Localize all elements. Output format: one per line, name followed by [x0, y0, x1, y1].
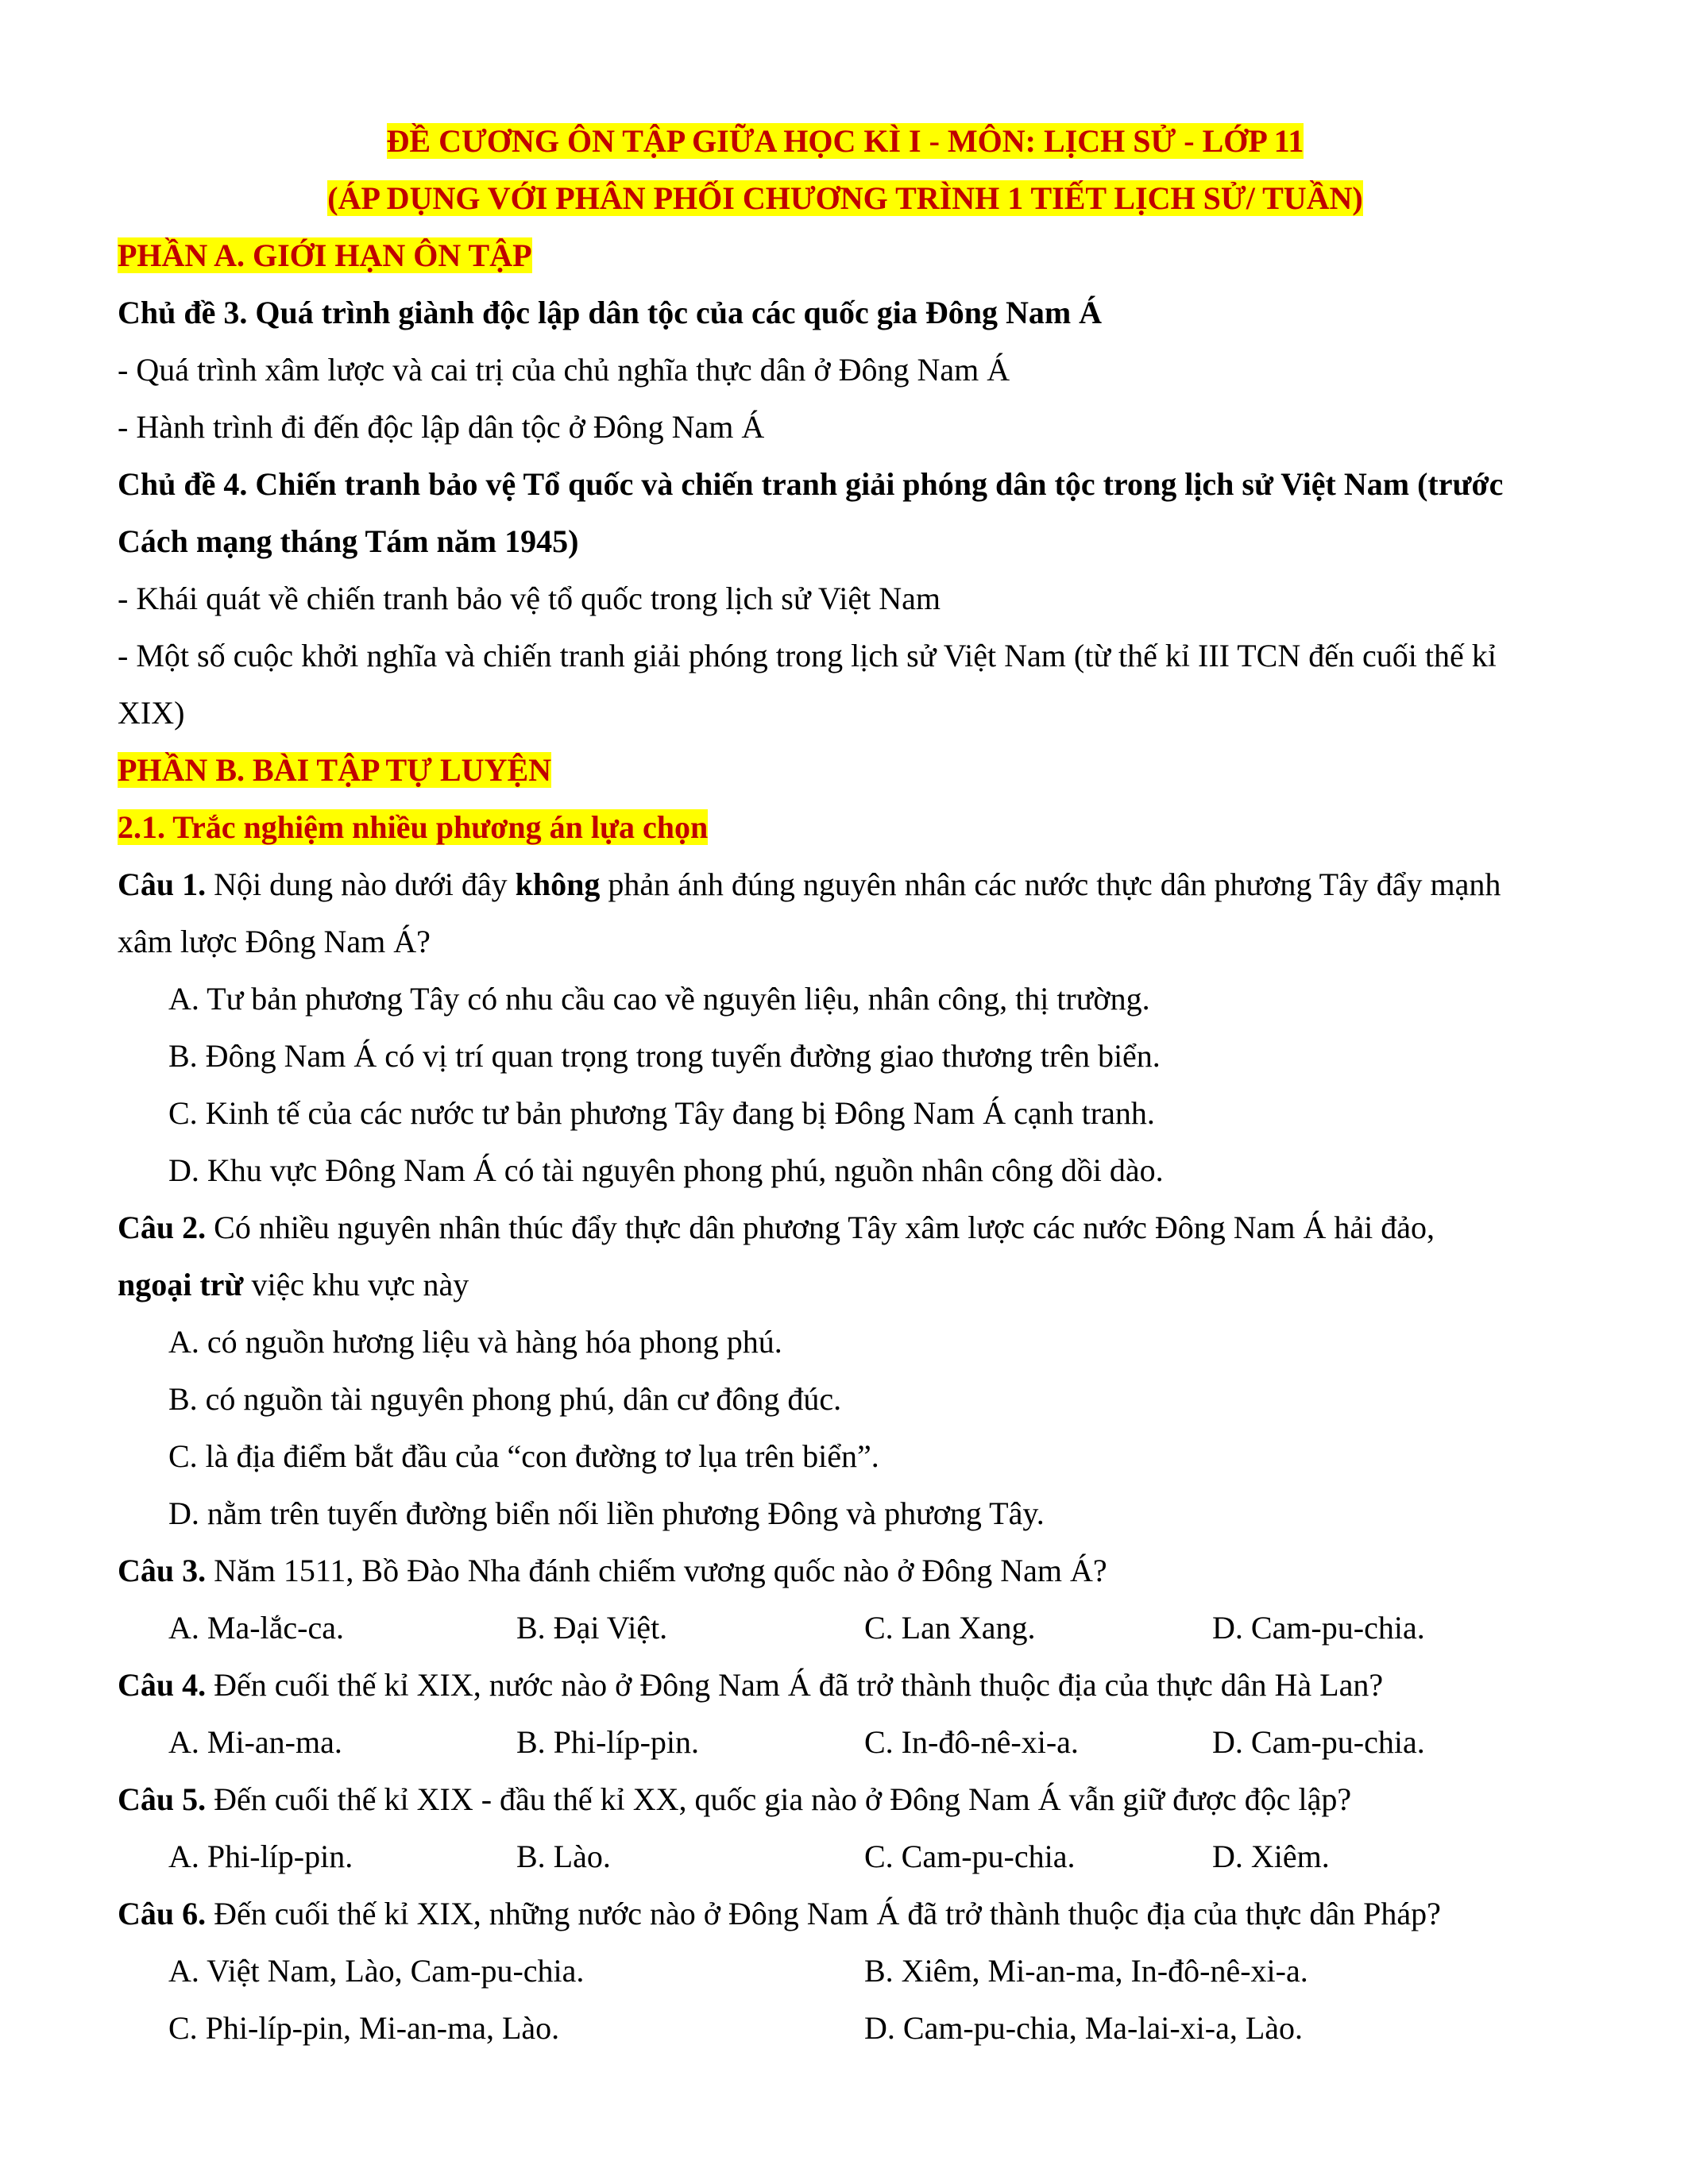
- question-4-option-b: B. Phi-líp-pin.: [516, 1724, 700, 1760]
- question-5-label: Câu 5.: [118, 1781, 207, 1817]
- question-2-option-d: D. nằm trên tuyến đường biển nối liền phương Đông và phương Tây.: [168, 1495, 1045, 1531]
- question-5-option-d: D. Xiêm.: [1212, 1839, 1330, 1874]
- question-4: Câu 4. Đến cuối thế kỉ XIX, nước nào ở Đông Nam Á đã trở thành thuộc địa của thực dân Hà Lan?: [118, 1667, 1384, 1703]
- question-1-option-d: D. Khu vực Đông Nam Á có tài nguyên phong phú, nguồn nhân công dồi dào.: [168, 1152, 1164, 1188]
- question-1-line1: Câu 1. Nội dung nào dưới đây không phản ánh đúng nguyên nhân các nước thực dân phương Tây đẩy mạnh: [118, 866, 1501, 902]
- part-b-heading: PHẦN B. BÀI TẬP TỰ LUYỆN: [118, 752, 552, 788]
- document-title-line1: ĐỀ CƯƠNG ÔN TẬP GIỮA HỌC KÌ I - MÔN: LỊCH SỬ - LỚP 11: [386, 123, 1304, 159]
- question-6-option-a: A. Việt Nam, Lào, Cam-pu-chia.: [168, 1953, 585, 1989]
- question-2-option-c: C. là địa điểm bắt đầu của “con đường tơ lụa trên biển”.: [168, 1438, 879, 1474]
- question-4-option-c: C. In-đô-nê-xi-a.: [864, 1724, 1079, 1760]
- document-title-line2: (ÁP DỤNG VỚI PHÂN PHỐI CHƯƠNG TRÌNH 1 TIẾT LỊCH SỬ/ TUẦN): [327, 180, 1363, 216]
- question-1-label: Câu 1.: [118, 866, 207, 902]
- question-2-label: Câu 2.: [118, 1210, 207, 1245]
- topic4-item-2-line2: XIX): [118, 695, 185, 731]
- question-5: Câu 5. Đến cuối thế kỉ XIX - đầu thế kỉ XX, quốc gia nào ở Đông Nam Á vẫn giữ được độc lập?: [118, 1781, 1352, 1817]
- question-1-line2: xâm lược Đông Nam Á?: [118, 924, 431, 959]
- question-2-option-b: B. có nguồn tài nguyên phong phú, dân cư đông đúc.: [168, 1381, 842, 1417]
- question-5-options: [118, 1828, 1573, 1885]
- question-2-emphasis: ngoại trừ: [118, 1267, 244, 1302]
- question-1-emphasis: không: [515, 866, 601, 902]
- part-a-heading: PHẦN A. GIỚI HẠN ÔN TẬP: [118, 237, 532, 273]
- question-5-option-a: A. Phi-líp-pin.: [168, 1839, 353, 1874]
- question-3-option-d: D. Cam-pu-chia.: [1212, 1610, 1425, 1646]
- question-6-options-row2: [118, 2000, 1573, 2057]
- question-2-line1: Câu 2. Có nhiều nguyên nhân thúc đẩy thực dân phương Tây xâm lược các nước Đông Nam Á hải đảo,: [118, 1210, 1435, 1245]
- question-3-options: [118, 1599, 1573, 1657]
- question-3-option-a: A. Ma-lắc-ca.: [168, 1610, 344, 1646]
- topic4-item-2-line1: - Một số cuộc khởi nghĩa và chiến tranh giải phóng trong lịch sử Việt Nam (từ thế kỉ III TCN đến cuối thế kỉ: [118, 638, 1497, 673]
- question-3-label: Câu 3.: [118, 1553, 207, 1588]
- topic3-item-1: - Quá trình xâm lược và cai trị của chủ nghĩa thực dân ở Đông Nam Á: [118, 352, 1010, 388]
- question-5-option-c: C. Cam-pu-chia.: [864, 1839, 1076, 1874]
- topic4-title-line2: Cách mạng tháng Tám năm 1945): [118, 523, 579, 559]
- question-2-option-a: A. có nguồn hương liệu và hàng hóa phong phú.: [168, 1324, 782, 1360]
- question-6-option-b: B. Xiêm, Mi-an-ma, In-đô-nê-xi-a.: [864, 1953, 1308, 1989]
- question-6-option-c: C. Phi-líp-pin, Mi-an-ma, Lào.: [168, 2010, 560, 2046]
- question-3-option-b: B. Đại Việt.: [516, 1610, 668, 1646]
- document-page: [118, 113, 1573, 2057]
- question-4-options: [118, 1714, 1573, 1771]
- part-b-subheading: 2.1. Trắc nghiệm nhiều phương án lựa chọn: [118, 809, 709, 845]
- topic3-title: Chủ đề 3. Quá trình giành độc lập dân tộc của các quốc gia Đông Nam Á: [118, 295, 1103, 330]
- question-6-option-d: D. Cam-pu-chia, Ma-lai-xi-a, Lào.: [864, 2010, 1304, 2046]
- question-2-line2: ngoại trừ việc khu vực này: [118, 1267, 469, 1302]
- topic4-title-line1: Chủ đề 4. Chiến tranh bảo vệ Tổ quốc và chiến tranh giải phóng dân tộc trong lịch sử Việt Nam (trước: [118, 466, 1504, 502]
- question-3: Câu 3. Năm 1511, Bồ Đào Nha đánh chiếm vương quốc nào ở Đông Nam Á?: [118, 1553, 1107, 1588]
- question-6-label: Câu 6.: [118, 1896, 207, 1931]
- question-1-option-c: C. Kinh tế của các nước tư bản phương Tây đang bị Đông Nam Á cạnh tranh.: [168, 1095, 1155, 1131]
- question-4-option-d: D. Cam-pu-chia.: [1212, 1724, 1425, 1760]
- question-1-option-b: B. Đông Nam Á có vị trí quan trọng trong tuyến đường giao thương trên biển.: [168, 1038, 1161, 1074]
- question-6: Câu 6. Đến cuối thế kỉ XIX, những nước nào ở Đông Nam Á đã trở thành thuộc địa của thực dân Pháp?: [118, 1896, 1441, 1931]
- question-6-options-row1: [118, 1943, 1573, 2000]
- question-5-option-b: B. Lào.: [516, 1839, 611, 1874]
- question-1-option-a: A. Tư bản phương Tây có nhu cầu cao về nguyên liệu, nhân công, thị trường.: [168, 981, 1150, 1017]
- topic4-item-1: - Khái quát về chiến tranh bảo vệ tổ quốc trong lịch sử Việt Nam: [118, 581, 941, 616]
- topic3-item-2: - Hành trình đi đến độc lập dân tộc ở Đông Nam Á: [118, 409, 765, 445]
- question-3-option-c: C. Lan Xang.: [864, 1610, 1036, 1646]
- question-4-option-a: A. Mi-an-ma.: [168, 1724, 342, 1760]
- question-4-label: Câu 4.: [118, 1667, 207, 1703]
